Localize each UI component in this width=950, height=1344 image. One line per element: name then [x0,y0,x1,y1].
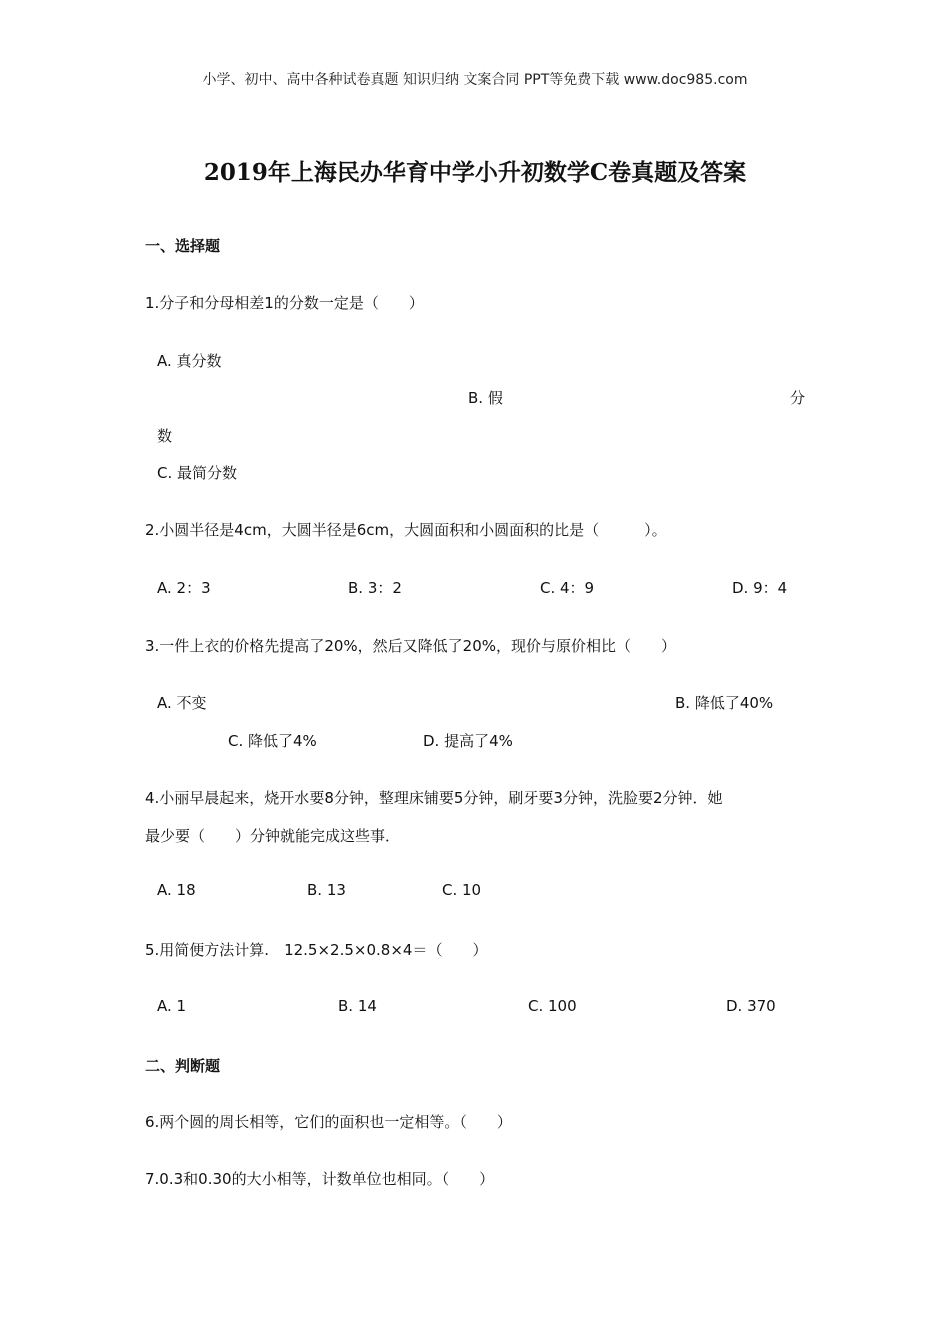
question-4-stem-continued: 最少要（ ）分钟就能完成这些事． [145,827,401,845]
page-header: 小学、初中、高中各种试卷真题 知识归纳 文案合同 PPT等免费下载 www.doc985.com [202,72,748,88]
question-2-option-c: C. 4：9 [540,579,595,597]
question-1-option-a: A. 真分数 [157,352,222,370]
question-6-stem: 6.两个圆的周长相等，它们的面积也一定相等。（ ） [145,1113,512,1131]
page-title: 2019年上海民办华育中学小升初数学C卷真题及答案 [203,159,747,186]
question-1-option-b: B. 假 [468,389,503,407]
question-1-option-c: C. 最简分数 [157,464,238,482]
question-5-option-c: C. 100 [528,997,577,1015]
question-4-option-c: C. 10 [442,881,482,899]
question-3-stem: 3.一件上衣的价格先提高了20%，然后又降低了20%，现价与原价相比（ ） [145,637,676,655]
question-4-option-a: A. 18 [157,881,196,899]
question-3-option-a: A. 不变 [157,694,207,712]
question-2-option-a: A. 2：3 [157,579,211,597]
question-5-option-a: A. 1 [157,997,187,1015]
section-judge-heading: 二、判断题 [145,1057,221,1075]
section-choice-heading: 一、选择题 [145,237,221,255]
question-1-option-b-wrap: 分 [790,389,806,407]
question-2-option-d: D. 9：4 [732,579,788,597]
question-4-stem: 4.小丽早晨起来，烧开水要8分钟，整理床铺要5分钟，刷牙要3分钟，洗脸要2分钟．她 [145,789,723,807]
question-5-stem: 5.用简便方法计算. 12.5×2.5×0.8×4＝（ ） [145,941,488,959]
question-4-option-b: B. 13 [307,881,346,899]
question-2-stem: 2.小圆半径是4cm，大圆半径是6cm，大圆面积和小圆面积的比是（ ）。 [145,521,667,539]
question-5-option-d: D. 370 [726,997,776,1015]
question-1-stem: 1.分子和分母相差1的分数一定是（ ） [145,294,424,312]
question-7-stem: 7.0.3和0.30的大小相等，计数单位也相同。（ ） [145,1170,495,1188]
question-1-option-b-wrap-end: 数 [157,427,173,445]
question-2-option-b: B. 3：2 [348,579,402,597]
question-5-option-b: B. 14 [338,997,377,1015]
question-3-option-b: B. 降低了40% [675,694,774,712]
question-3-option-d: D. 提高了4% [423,732,513,750]
question-3-option-c: C. 降低了4% [228,732,317,750]
